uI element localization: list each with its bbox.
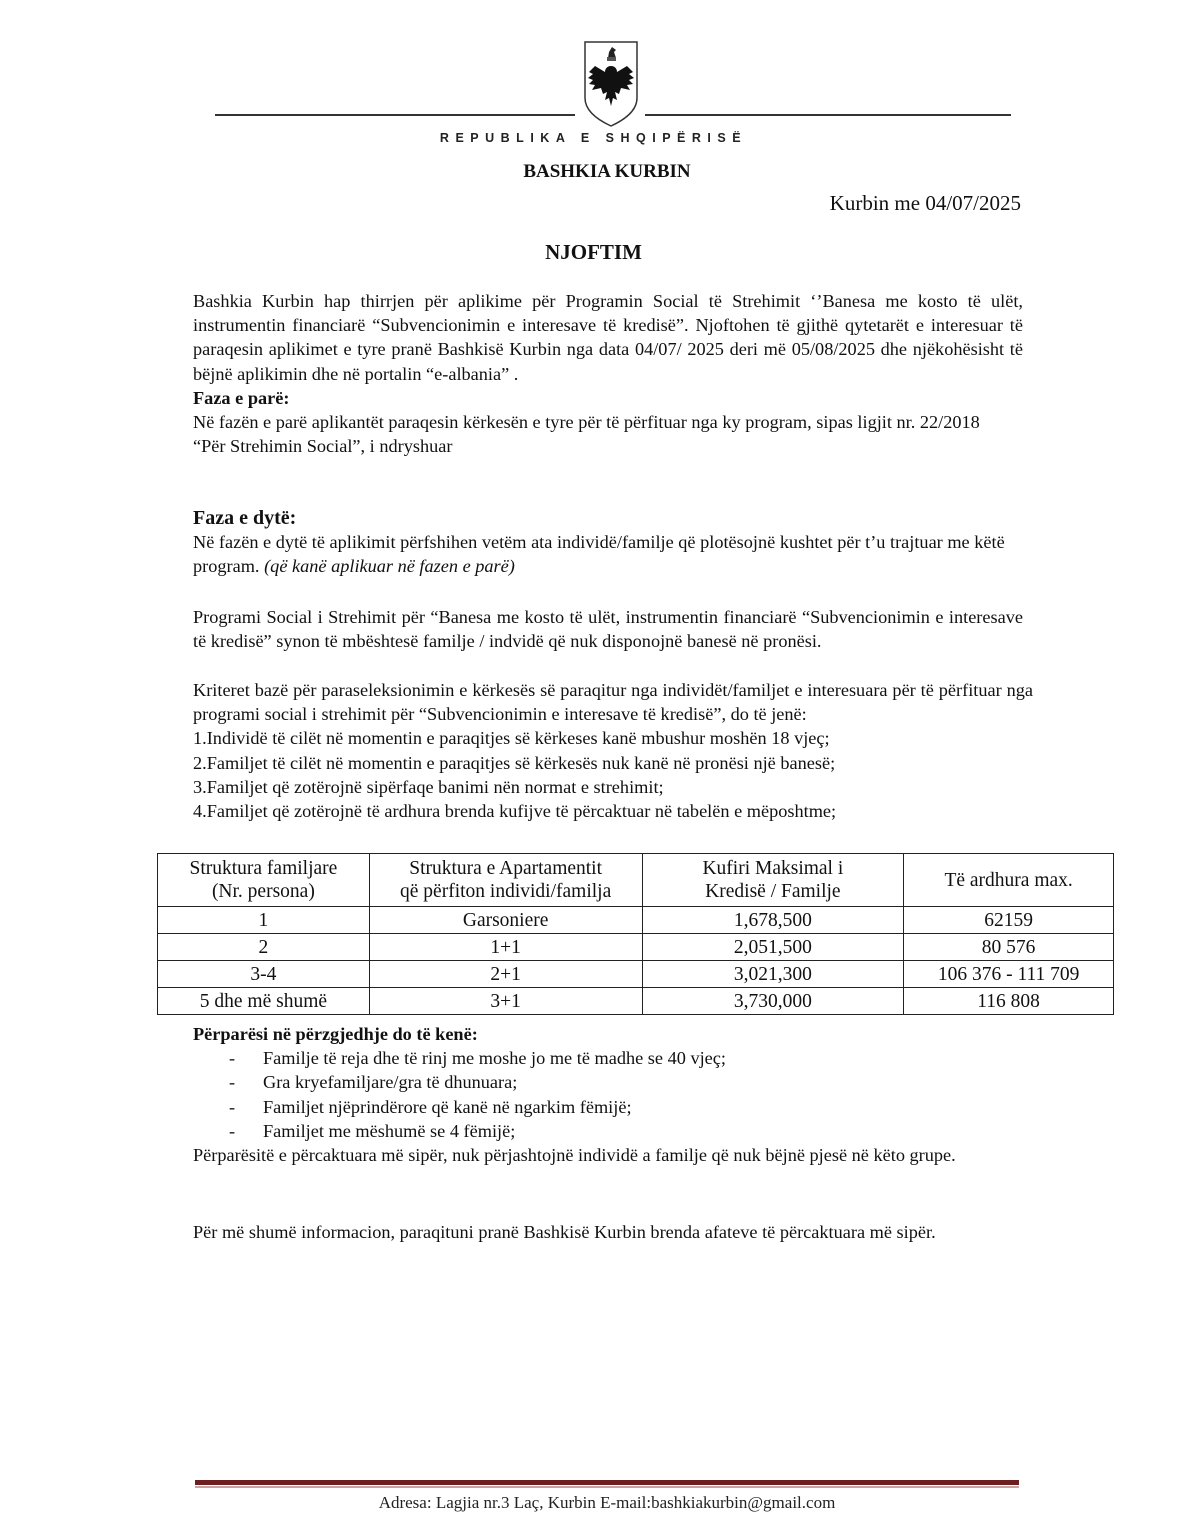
table-row xyxy=(158,988,1114,1015)
criteria-item: 2.Familjet të cilët në momentin e paraqitjes së kërkesës nuk kanë në pronësi një banesë; xyxy=(193,752,836,773)
header-rule-left xyxy=(215,114,575,116)
criteria-item: 1.Individë të cilët në momentin e paraqitjes së kërkeses kanë mbushur moshën 18 vjeç; xyxy=(193,728,830,749)
country-name: REPUBLIKA E SHQIPËRISË xyxy=(439,131,748,145)
table-cell: 1 xyxy=(158,907,370,934)
phase-2-heading: Faza e dytë: xyxy=(193,507,297,529)
phase-2-text: Në fazën e dytë të aplikimit përfshihen vetëm ata individë/familje që plotësojnë kushtet për t’u trajtuar me këtë program. xyxy=(193,532,1005,577)
criteria-intro: Kriteret bazë për paraseleksionimin e kërkesës së paraqitur nga individët/familjet e interesuara për të përfituar nga programi social i strehimit për “Subvencionimin e interesave të kredisë”, do të jenë: xyxy=(193,680,1033,725)
table-cell: 5 dhe më shumë xyxy=(158,988,370,1015)
table-cell: 1,678,500 xyxy=(642,907,904,934)
list-item: - Familjet njëprindërore që kanë në ngarkim fëmijë; xyxy=(193,1095,1013,1119)
table-cell: 3-4 xyxy=(158,961,370,988)
table-cell: 3,730,000 xyxy=(642,988,904,1015)
income-limits-table xyxy=(157,853,1114,1015)
table-header-cell: Të ardhura max. xyxy=(904,854,1114,907)
table-cell: 3+1 xyxy=(369,988,642,1015)
footer-address: Adresa: Lagjia nr.3 Laç, Kurbin E-mail:bashkiakurbin@gmail.com xyxy=(378,1493,836,1512)
program-paragraph: Programi Social i Strehimit për “Banesa me kosto të ulët, instrumentin financiarë “Subvencionimin e interesave të kredisë” synon të mbështesë familje / indvidë që nuk disponojnë banesë në pronësi. xyxy=(193,607,1023,652)
priority-list xyxy=(193,1046,1013,1143)
table-cell: Garsoniere xyxy=(369,907,642,934)
table-cell: 2,051,500 xyxy=(642,934,904,961)
phase-2-note: (që kanë aplikuar në fazen e parë) xyxy=(264,556,515,577)
table-cell: 2 xyxy=(158,934,370,961)
table-header-cell: Kufiri Maksimal i Kredisë / Familje xyxy=(642,854,904,907)
phase-1-text: Në fazën e parë aplikantët paraqesin kërkesën e tyre për të përfituar nga ky program, sipas ligjit nr. 22/2018 “Për Strehimin Social”, i ndryshuar xyxy=(193,412,980,457)
document-title: NJOFTIM xyxy=(545,240,642,264)
header-rule-right xyxy=(645,114,1011,116)
priority-heading: Përparësi në përzgjedhje do të kenë: xyxy=(193,1024,478,1044)
table-row xyxy=(158,934,1114,961)
list-item: - Familjet me mëshumë se 4 fëmijë; xyxy=(193,1119,1013,1143)
list-item: - Familje të reja dhe të rinj me moshe jo me të madhe se 40 vjeç; xyxy=(193,1046,1013,1070)
priority-note: Përparësitë e përcaktuara më sipër, nuk përjashtojnë individë a familje që nuk bëjnë pjesë në këto grupe. xyxy=(193,1145,956,1166)
list-item: - Gra kryefamiljare/gra të dhunuara; xyxy=(193,1070,1013,1094)
table-row xyxy=(158,907,1114,934)
footer-rule-dark xyxy=(195,1480,1019,1485)
criteria-item: 3.Familjet që zotërojnë sipërfaqe banimi nën normat e strehimit; xyxy=(193,776,664,797)
table-cell: 1+1 xyxy=(369,934,642,961)
priority-section xyxy=(193,1022,1013,1167)
table-header-cell: Struktura familjare (Nr. persona) xyxy=(158,854,370,907)
phase-2-section xyxy=(193,506,1023,579)
criteria-section xyxy=(193,678,1033,823)
phase-1-section xyxy=(193,386,1023,459)
table-cell: 3,021,300 xyxy=(642,961,904,988)
phase-2-body xyxy=(193,530,1013,578)
document-date: Kurbin me 04/07/2025 xyxy=(829,191,1021,215)
table-cell: 116 808 xyxy=(904,988,1114,1015)
table-cell: 106 376 - 111 709 xyxy=(904,961,1114,988)
table-header-cell: Struktura e Apartamentit që përfiton individi/familja xyxy=(369,854,642,907)
organization-name: BASHKIA KURBIN xyxy=(523,161,691,182)
table-cell: 2+1 xyxy=(369,961,642,988)
footer-rule-light xyxy=(195,1486,1019,1488)
albanian-coat-of-arms-icon xyxy=(583,40,639,128)
table-row xyxy=(158,961,1114,988)
table-cell: 80 576 xyxy=(904,934,1114,961)
closing-paragraph: Për më shumë informacion, paraqituni pranë Bashkisë Kurbin brenda afateve të përcaktuara më sipër. xyxy=(193,1222,936,1242)
table-cell: 62159 xyxy=(904,907,1114,934)
intro-paragraph: Bashkia Kurbin hap thirrjen për aplikime për Programin Social të Strehimit ‘’Banesa me kosto të ulët, instrumentin financiarë “Subvencionimin e interesave të kredisë”. Njoftohen të gjithë qytetarët e interesuar të paraqesin aplikimet e tyre pranë Bashkisë Kurbin nga data 04/07/ 2025 deri më 05/08/2025 dhe njëkohësisht të bëjnë aplikimin dhe në portalin “e-albania” . xyxy=(193,291,1023,384)
phase-1-heading: Faza e parë: xyxy=(193,388,290,408)
criteria-item: 4.Familjet që zotërojnë të ardhura brenda kufijve të përcaktuar në tabelën e mëposhtme; xyxy=(193,801,837,822)
table-header-row xyxy=(158,854,1114,907)
